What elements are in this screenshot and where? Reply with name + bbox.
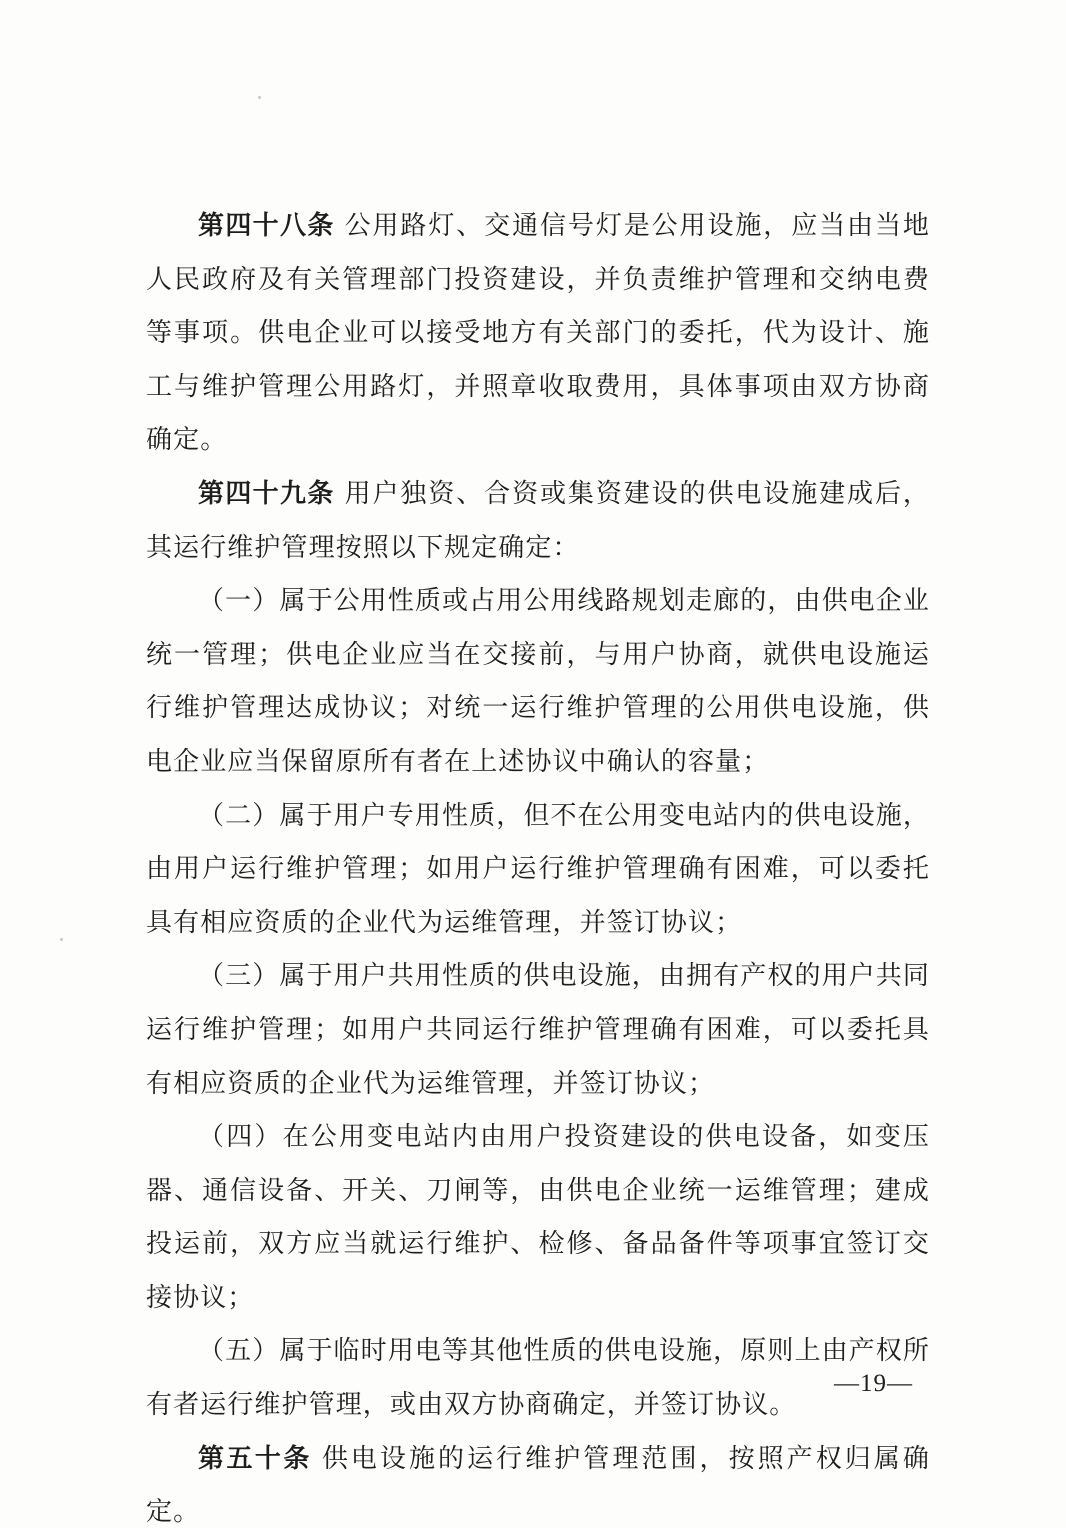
- article-text: 用户独资、合资或集资建设的供电设施建成后，其运行维护管理按照以下规定确定：: [146, 478, 930, 563]
- article-text: 供电设施的运行维护管理范围，按照产权归属确定。: [146, 1443, 930, 1528]
- article-49-item-4: （四）在公用变电站内由用户投资建设的供电设备，如变压器、通信设备、开关、刀闸等，由供电企业统一运维管理；建成投运前，双方应当就运行维护、检修、备品备件等项事宜签订交接协议；: [146, 1122, 930, 1313]
- article-heading: 第五十条: [198, 1443, 312, 1474]
- article-49-item-2: （二）属于用户专用性质，但不在公用变电站内的供电设施，由用户运行维护管理；如用户运行维护管理确有困难，可以委托具有相应资质的企业代为运维管理，并签订协议；: [146, 800, 930, 938]
- article-50: [146, 1433, 930, 1540]
- article-heading: 第四十九条: [198, 478, 335, 509]
- article-49: [146, 468, 930, 575]
- article-heading: 第四十八条: [198, 211, 335, 241]
- article-49-item-1: （一）属于公用性质或占用公用线路规划走廊的，由供电企业统一管理；供电企业应当在交接前，与用户协商，就供电设施运行维护管理达成协议；对统一运行维护管理的公用供电设施，供电企业应当保留原所有者在上述协议中确认的容量；: [146, 586, 930, 777]
- article-49-item-5: （五）属于临时用电等其他性质的供电设施，原则上由产权所有者运行维护管理，或由双方协商确定，并签订协议。: [146, 1336, 930, 1421]
- document-body: [146, 200, 930, 1540]
- article-text: 公用路灯、交通信号灯是公用设施，应当由当地人民政府及有关管理部门投资建设，并负责维护管理和交纳电费等事项。供电企业可以接受地方有关部门的委托，代为设计、施工与维护管理公用路灯，并照章收取费用，具体事项由双方协商确定。: [146, 211, 930, 456]
- article-48: [146, 200, 930, 468]
- article-49-item-3: （三）属于用户共用性质的供电设施，由拥有产权的用户共同运行维护管理；如用户共同运行维护管理确有困难，可以委托具有相应资质的企业代为运维管理，并签订协议；: [146, 961, 930, 1099]
- paper-speck: [60, 938, 63, 941]
- page-number: —19—: [834, 1370, 913, 1397]
- paper-speck: [258, 96, 261, 99]
